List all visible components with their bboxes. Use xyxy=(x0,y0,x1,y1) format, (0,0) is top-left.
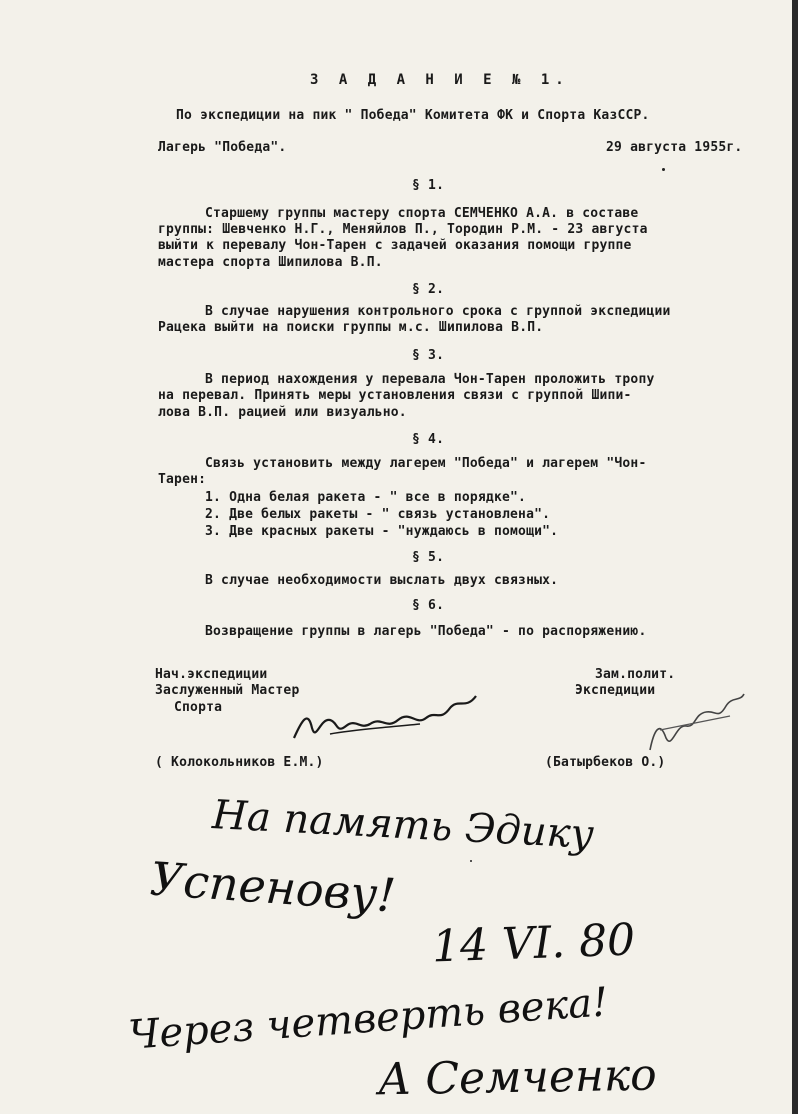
left-signature-scribble xyxy=(290,690,480,750)
left-signatory-line: Спорта xyxy=(174,700,223,715)
section-2-line: В случае нарушения контрольного срока с группой экспедиции xyxy=(205,304,671,319)
handwritten-line-2: Успенову! xyxy=(148,851,398,923)
left-signatory-name: ( Колокольников Е.М.) xyxy=(155,755,324,770)
section-4-heading: § 4. xyxy=(412,432,445,447)
handwritten-signature: А Семченко xyxy=(377,1049,658,1106)
right-signatory-line: Экспедиции xyxy=(575,683,656,698)
right-signatory-line: Зам.полит. xyxy=(595,667,676,682)
scan-edge-shadow xyxy=(792,0,798,1114)
camp-label: Лагерь "Победа". xyxy=(158,140,287,155)
handwritten-line-3: Через четверть века! xyxy=(126,979,610,1059)
handwritten-date: 14 VI. 80 xyxy=(431,914,636,973)
section-4-line: 2. Две белых ракеты - " связь установлена". xyxy=(205,507,551,522)
scan-speck xyxy=(470,860,472,862)
section-3-heading: § 3. xyxy=(412,348,445,363)
handwritten-line-1: На память Эдику xyxy=(211,792,595,858)
section-5-heading: § 5. xyxy=(412,550,445,565)
section-3-line: В период нахождения у перевала Чон-Тарен проложить тропу xyxy=(205,372,655,387)
section-4-line: 3. Две красных ракеты - "нуждаюсь в помощи". xyxy=(205,524,559,539)
section-3-line: лова В.П. рацией или визуально. xyxy=(158,405,407,420)
section-1-line: мастера спорта Шипилова В.П. xyxy=(158,255,383,270)
section-4-line: 1. Одна белая ракета - " все в порядке". xyxy=(205,490,527,505)
section-2-line: Рацека выйти на поиски группы м.с. Шипилова В.П. xyxy=(158,320,544,335)
left-signatory-line: Нач.экспедиции xyxy=(155,667,268,682)
section-6-heading: § 6. xyxy=(412,598,445,613)
scan-speck xyxy=(662,168,665,171)
document-subtitle: По экспедиции на пик " Победа" Комитета ФК и Спорта КазССР. xyxy=(176,108,650,123)
right-signatory-name: (Батырбеков О.) xyxy=(545,755,666,770)
section-6-line: Возвращение группы в лагерь "Победа" - по распоряжению. xyxy=(205,624,647,639)
section-1-line: группы: Шевченко Н.Г., Меняйлов П., Тородин Р.М. - 23 августа xyxy=(158,222,648,237)
section-5-line: В случае необходимости выслать двух связных. xyxy=(205,573,559,588)
section-3-line: на перевал. Принять меры установления связи с группой Шипи- xyxy=(158,388,632,403)
section-1-heading: § 1. xyxy=(412,178,445,193)
section-4-line: Связь установить между лагерем "Победа" и лагерем "Чон- xyxy=(205,456,647,471)
document-date: 29 августа 1955г. xyxy=(606,140,743,155)
section-2-heading: § 2. xyxy=(412,282,445,297)
document-title: З А Д А Н И Е № 1. xyxy=(310,72,570,88)
section-4-line: Тарен: xyxy=(158,472,207,487)
right-signature-scribble xyxy=(640,690,750,760)
left-signatory-line: Заслуженный Мастер xyxy=(155,683,300,698)
section-1-line: Старшему группы мастеру спорта СЕМЧЕНКО А.А. в составе xyxy=(205,206,639,221)
section-1-line: выйти к перевалу Чон-Тарен с задачей оказания помощи группе xyxy=(158,238,632,253)
